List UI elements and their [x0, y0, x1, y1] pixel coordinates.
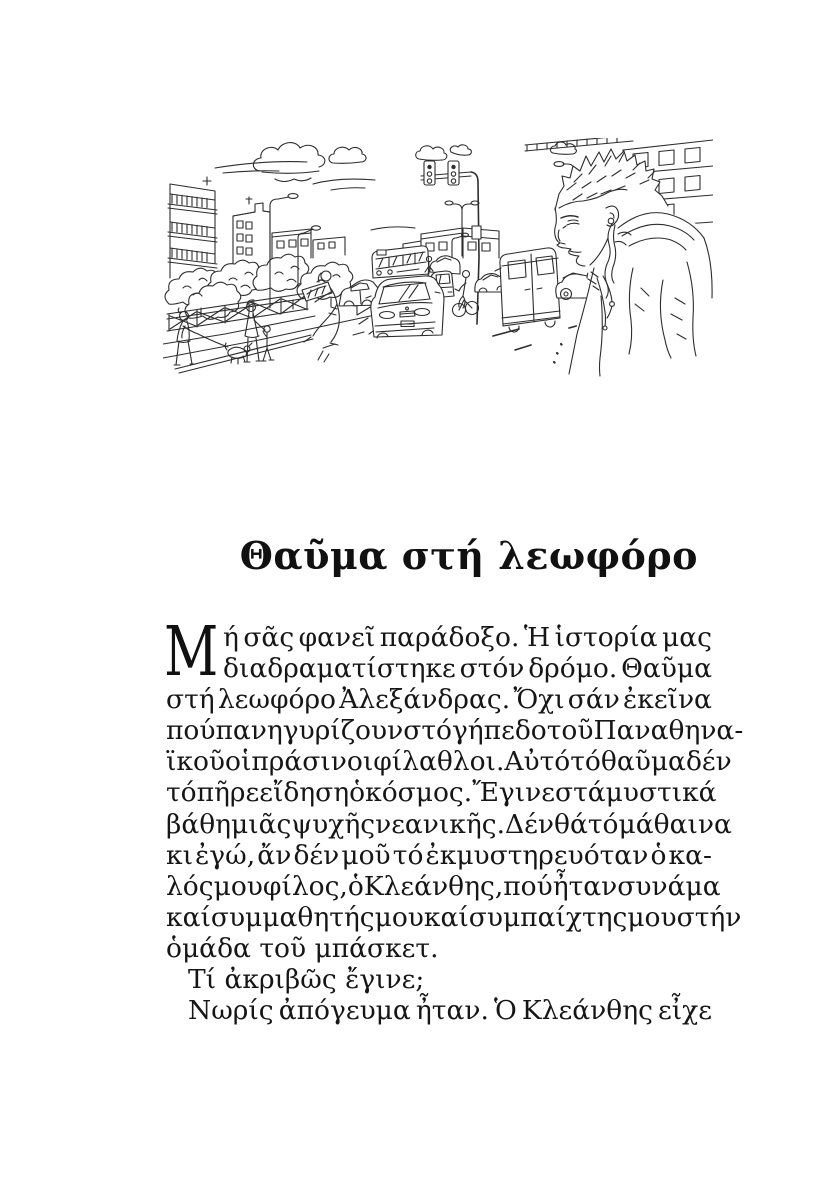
word: Νωρίς — [188, 995, 274, 1027]
word: μοῦ — [341, 839, 391, 871]
word: ἐκμυστηρευόταν — [425, 839, 649, 871]
word: φίλος, — [262, 870, 348, 902]
word: μου — [213, 870, 263, 902]
word: μας — [661, 622, 712, 653]
left-apartment-building — [168, 177, 217, 278]
word: ψυχῆς — [291, 808, 376, 840]
boy-with-earphones — [554, 149, 713, 378]
word: ἄν — [257, 839, 292, 871]
word: νεανικῆς. — [375, 808, 506, 840]
delivery-van — [495, 248, 560, 332]
word: μυστικά — [605, 777, 717, 809]
word: κόσμος. — [365, 777, 473, 809]
word: Κλεάνθης — [521, 995, 653, 1027]
word: Ἔγινε — [472, 777, 555, 809]
word: τοῦ — [546, 715, 594, 747]
word: μάθαινα — [618, 808, 732, 840]
street-scene-drawing — [163, 138, 713, 378]
word: Ὁ — [494, 995, 517, 1027]
word: πού — [166, 715, 216, 747]
word: ἐκεῖνα — [623, 684, 712, 716]
word: ή — [223, 622, 239, 653]
body-line — [166, 808, 732, 840]
word: οἱ — [225, 746, 252, 778]
body-line — [223, 622, 712, 653]
word: τό — [166, 777, 197, 809]
word: μου — [374, 901, 424, 933]
word: συμμαθητής — [210, 901, 375, 933]
body-line — [223, 653, 712, 684]
sketch-dots — [554, 344, 562, 363]
word: Δέν — [505, 808, 555, 840]
word: στήν — [676, 901, 742, 933]
word: θά — [554, 808, 588, 840]
word: ἀπόγευμα — [278, 995, 411, 1027]
word: κα- — [668, 839, 712, 871]
body-line — [166, 901, 742, 933]
word: ἦταν — [552, 870, 618, 902]
word: κι — [166, 839, 193, 871]
word: πανηγυρίζουν — [215, 715, 404, 747]
word: φανεῖ — [298, 622, 376, 653]
body-line — [166, 715, 744, 747]
word: ὁ — [349, 777, 366, 809]
word: μου — [627, 901, 677, 933]
word: δέν — [685, 746, 732, 778]
word: διαδραματίστηκε — [223, 653, 456, 685]
chapter-title: Θαῦμα στή λεωφόρο — [239, 533, 698, 578]
word: δέν — [293, 839, 340, 871]
body-line — [166, 777, 717, 809]
word: τό — [570, 746, 601, 778]
word: συνάμα — [617, 870, 721, 902]
word: δρόμο. — [528, 653, 618, 685]
word: πράσινοι — [251, 746, 374, 778]
word: ὁ — [650, 839, 667, 871]
bus — [372, 246, 429, 278]
body-line — [166, 870, 721, 902]
cyclist — [453, 271, 479, 317]
word: τό — [587, 808, 619, 840]
word: στά — [554, 777, 606, 809]
body-line: ὁμάδα τοῦ μπάσκετ. — [166, 932, 439, 964]
word: φίλαθλοι. — [373, 746, 505, 778]
word: λός — [166, 870, 214, 902]
word: Κλεάνθης, — [363, 870, 504, 902]
word: σάν — [567, 684, 620, 716]
word: εἶχε — [658, 995, 712, 1027]
word: παράδοξο. — [379, 622, 520, 653]
word: πού — [503, 870, 553, 902]
body-line — [166, 840, 712, 871]
body-text — [164, 613, 744, 1027]
word: Παναθηνα- — [593, 715, 744, 747]
word: ἦταν. — [415, 995, 489, 1027]
word: λεωφόρο — [217, 684, 336, 716]
word: γήπεδο — [451, 715, 547, 747]
word: πῆρε — [196, 777, 260, 809]
word: στή — [166, 684, 215, 716]
word: συμπαίχτης — [468, 901, 628, 933]
word: θαῦμα — [600, 746, 686, 778]
word: καί — [423, 901, 469, 933]
body-line — [188, 995, 712, 1026]
body-lines — [164, 613, 744, 1027]
drop-cap: Μ — [164, 613, 219, 692]
word: ὁ — [347, 870, 364, 902]
word: τό — [392, 839, 424, 871]
body-line: Τί ἀκριβῶς ἔγινε; — [188, 964, 425, 996]
body-line — [166, 746, 732, 778]
word: Θαῦμα — [621, 653, 712, 685]
word: ἱστορία — [554, 622, 658, 653]
clouds-sky — [215, 142, 576, 230]
word: Ἡ — [523, 622, 551, 653]
body-line — [166, 684, 712, 715]
word: Ἀλεξάνδρας. — [339, 684, 511, 716]
word: βάθη — [166, 808, 232, 840]
main-car — [366, 276, 444, 338]
word: Αὐτό — [504, 746, 571, 778]
word: ϊκοῦ — [166, 746, 226, 778]
word: Ὄχι — [513, 684, 565, 716]
word: μιᾶς — [231, 808, 292, 840]
word: στό — [403, 715, 452, 747]
word: στόν — [459, 653, 525, 685]
street-scene-illustration — [163, 138, 713, 378]
word: εἴδηση — [259, 777, 350, 809]
word: σᾶς — [243, 622, 295, 653]
word: ἐγώ, — [195, 839, 256, 871]
word: καί — [166, 901, 211, 933]
